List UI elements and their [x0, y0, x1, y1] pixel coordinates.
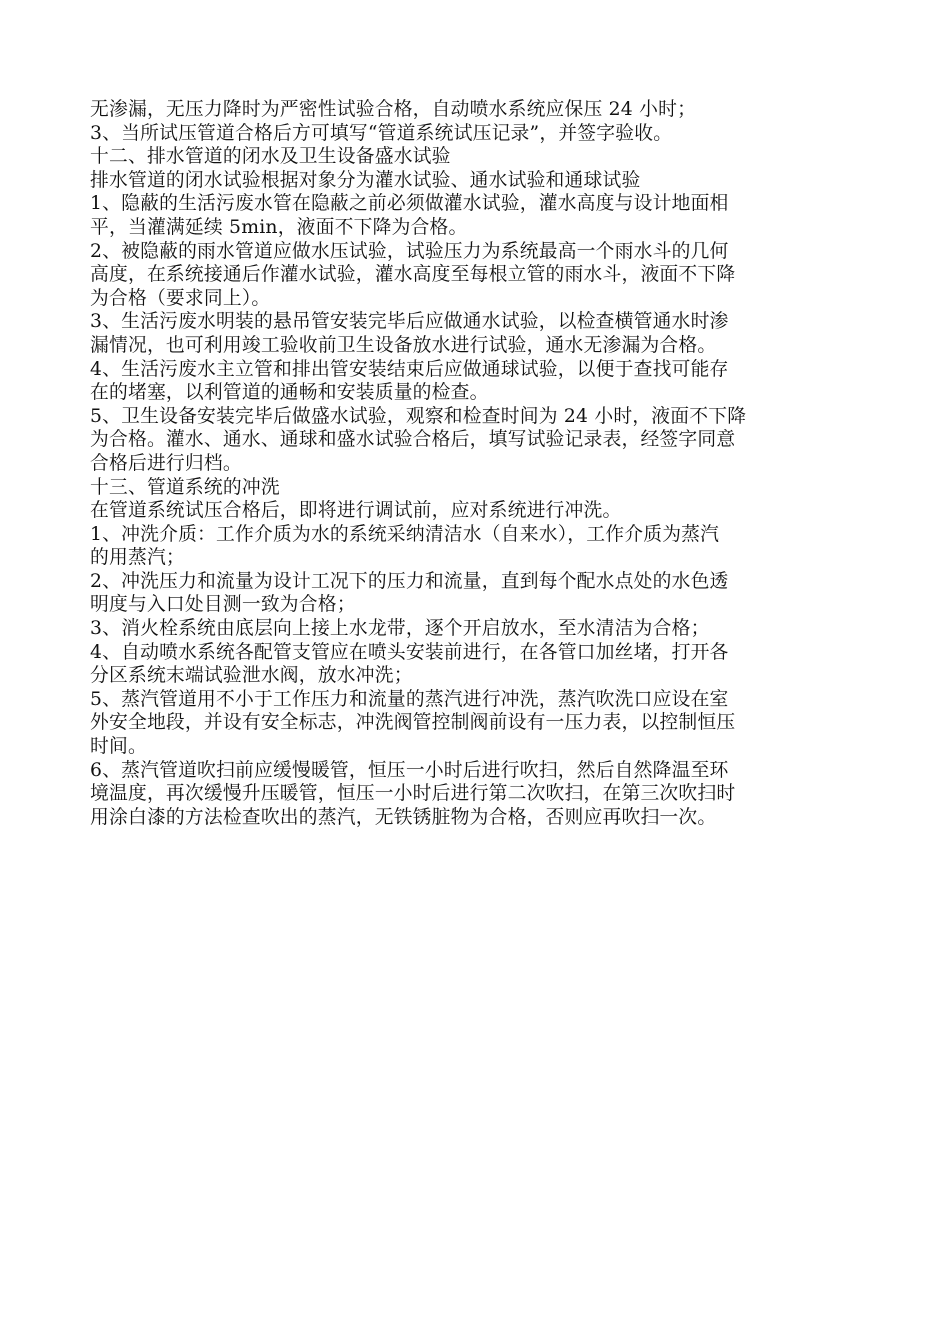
text-line: 3、生活污废水明装的悬吊管安装完毕后应做通水试验，以检查横管通水时渗 — [90, 311, 729, 333]
text-line: 在的堵塞，以利管道的通畅和安装质量的检查。 — [90, 382, 489, 404]
text-line: 平，当灌满延续 5min，液面不下降为合格。 — [90, 216, 468, 238]
text-line: 用涂白漆的方法检查吹出的蒸汽，无铁锈脏物为合格，否则应再吹扫一次。 — [90, 806, 717, 828]
text-line: 的用蒸汽； — [90, 547, 185, 569]
text-line: 5、卫生设备安装完毕后做盛水试验，观察和检查时间为 24 小时，液面不下降 — [90, 405, 747, 427]
text-line: 4、自动喷水系统各配管支管应在喷头安装前进行，在各管口加丝堵，打开各 — [90, 641, 729, 663]
text-line: 2、被隐蔽的雨水管道应做水压试验，试验压力为系统最高一个雨水斗的几何 — [90, 240, 729, 262]
text-line: 高度，在系统接通后作灌水试验，灌水高度至每根立管的雨水斗，液面不下降 — [90, 264, 736, 286]
text-line: 5、蒸汽管道用不小于工作压力和流量的蒸汽进行冲洗，蒸汽吹洗口应设在室 — [90, 688, 729, 710]
text-line: 3、当所试压管道合格后方可填写“管道系统试压记录”，并签字验收。 — [90, 122, 673, 144]
text-line: 1、隐蔽的生活污废水管在隐蔽之前必须做灌水试验，灌水高度与设计地面相 — [90, 193, 729, 215]
text-line: 合格后进行归档。 — [90, 452, 242, 474]
text-line: 分区系统末端试验泄水阀，放水冲洗； — [90, 665, 413, 687]
text-line: 6、蒸汽管道吹扫前应缓慢暖管，恒压一小时后进行吹扫，然后自然降温至环 — [90, 759, 729, 781]
text-line: 外安全地段，并设有安全标志，冲洗阀管控制阀前设有一压力表，以控制恒压 — [90, 712, 736, 734]
text-line: 漏情况，也可利用竣工验收前卫生设备放水进行试验，通水无渗漏为合格。 — [90, 334, 717, 356]
text-line: 在管道系统试压合格后，即将进行调试前，应对系统进行冲洗。 — [90, 500, 622, 522]
text-line: 明度与入口处目测一致为合格； — [90, 594, 356, 616]
text-line: 排水管道的闭水试验根据对象分为灌水试验、通水试验和通球试验 — [90, 169, 641, 191]
text-line: 2、冲洗压力和流量为设计工况下的压力和流量，直到每个配水点处的水色透 — [90, 570, 729, 592]
section-heading: 十三、管道系统的冲洗 — [90, 476, 280, 498]
text-line: 时间。 — [90, 736, 147, 758]
text-line: 3、消火栓系统由底层向上接上水龙带，逐个开启放水，至水清洁为合格； — [90, 618, 710, 640]
text-line: 4、生活污废水主立管和排出管安装结束后应做通球试验，以便于查找可能存 — [90, 358, 729, 380]
text-line: 无渗漏，无压力降时为严密性试验合格，自动喷水系统应保压 24 小时； — [90, 99, 697, 120]
document-body — [90, 98, 870, 829]
text-line: 境温度，再次缓慢升压暖管，恒压一小时后进行第二次吹扫，在第三次吹扫时 — [90, 783, 736, 805]
section-heading: 十二、排水管道的闭水及卫生设备盛水试验 — [90, 146, 451, 168]
text-line: 为合格。灌水、通水、通球和盛水试验合格后，填写试验记录表，经签字同意 — [90, 429, 736, 451]
text-line: 1、冲洗介质：工作介质为水的系统采纳清洁水（自来水），工作介质为蒸汽 — [90, 523, 720, 545]
text-line: 为合格（要求同上）。 — [90, 287, 271, 309]
